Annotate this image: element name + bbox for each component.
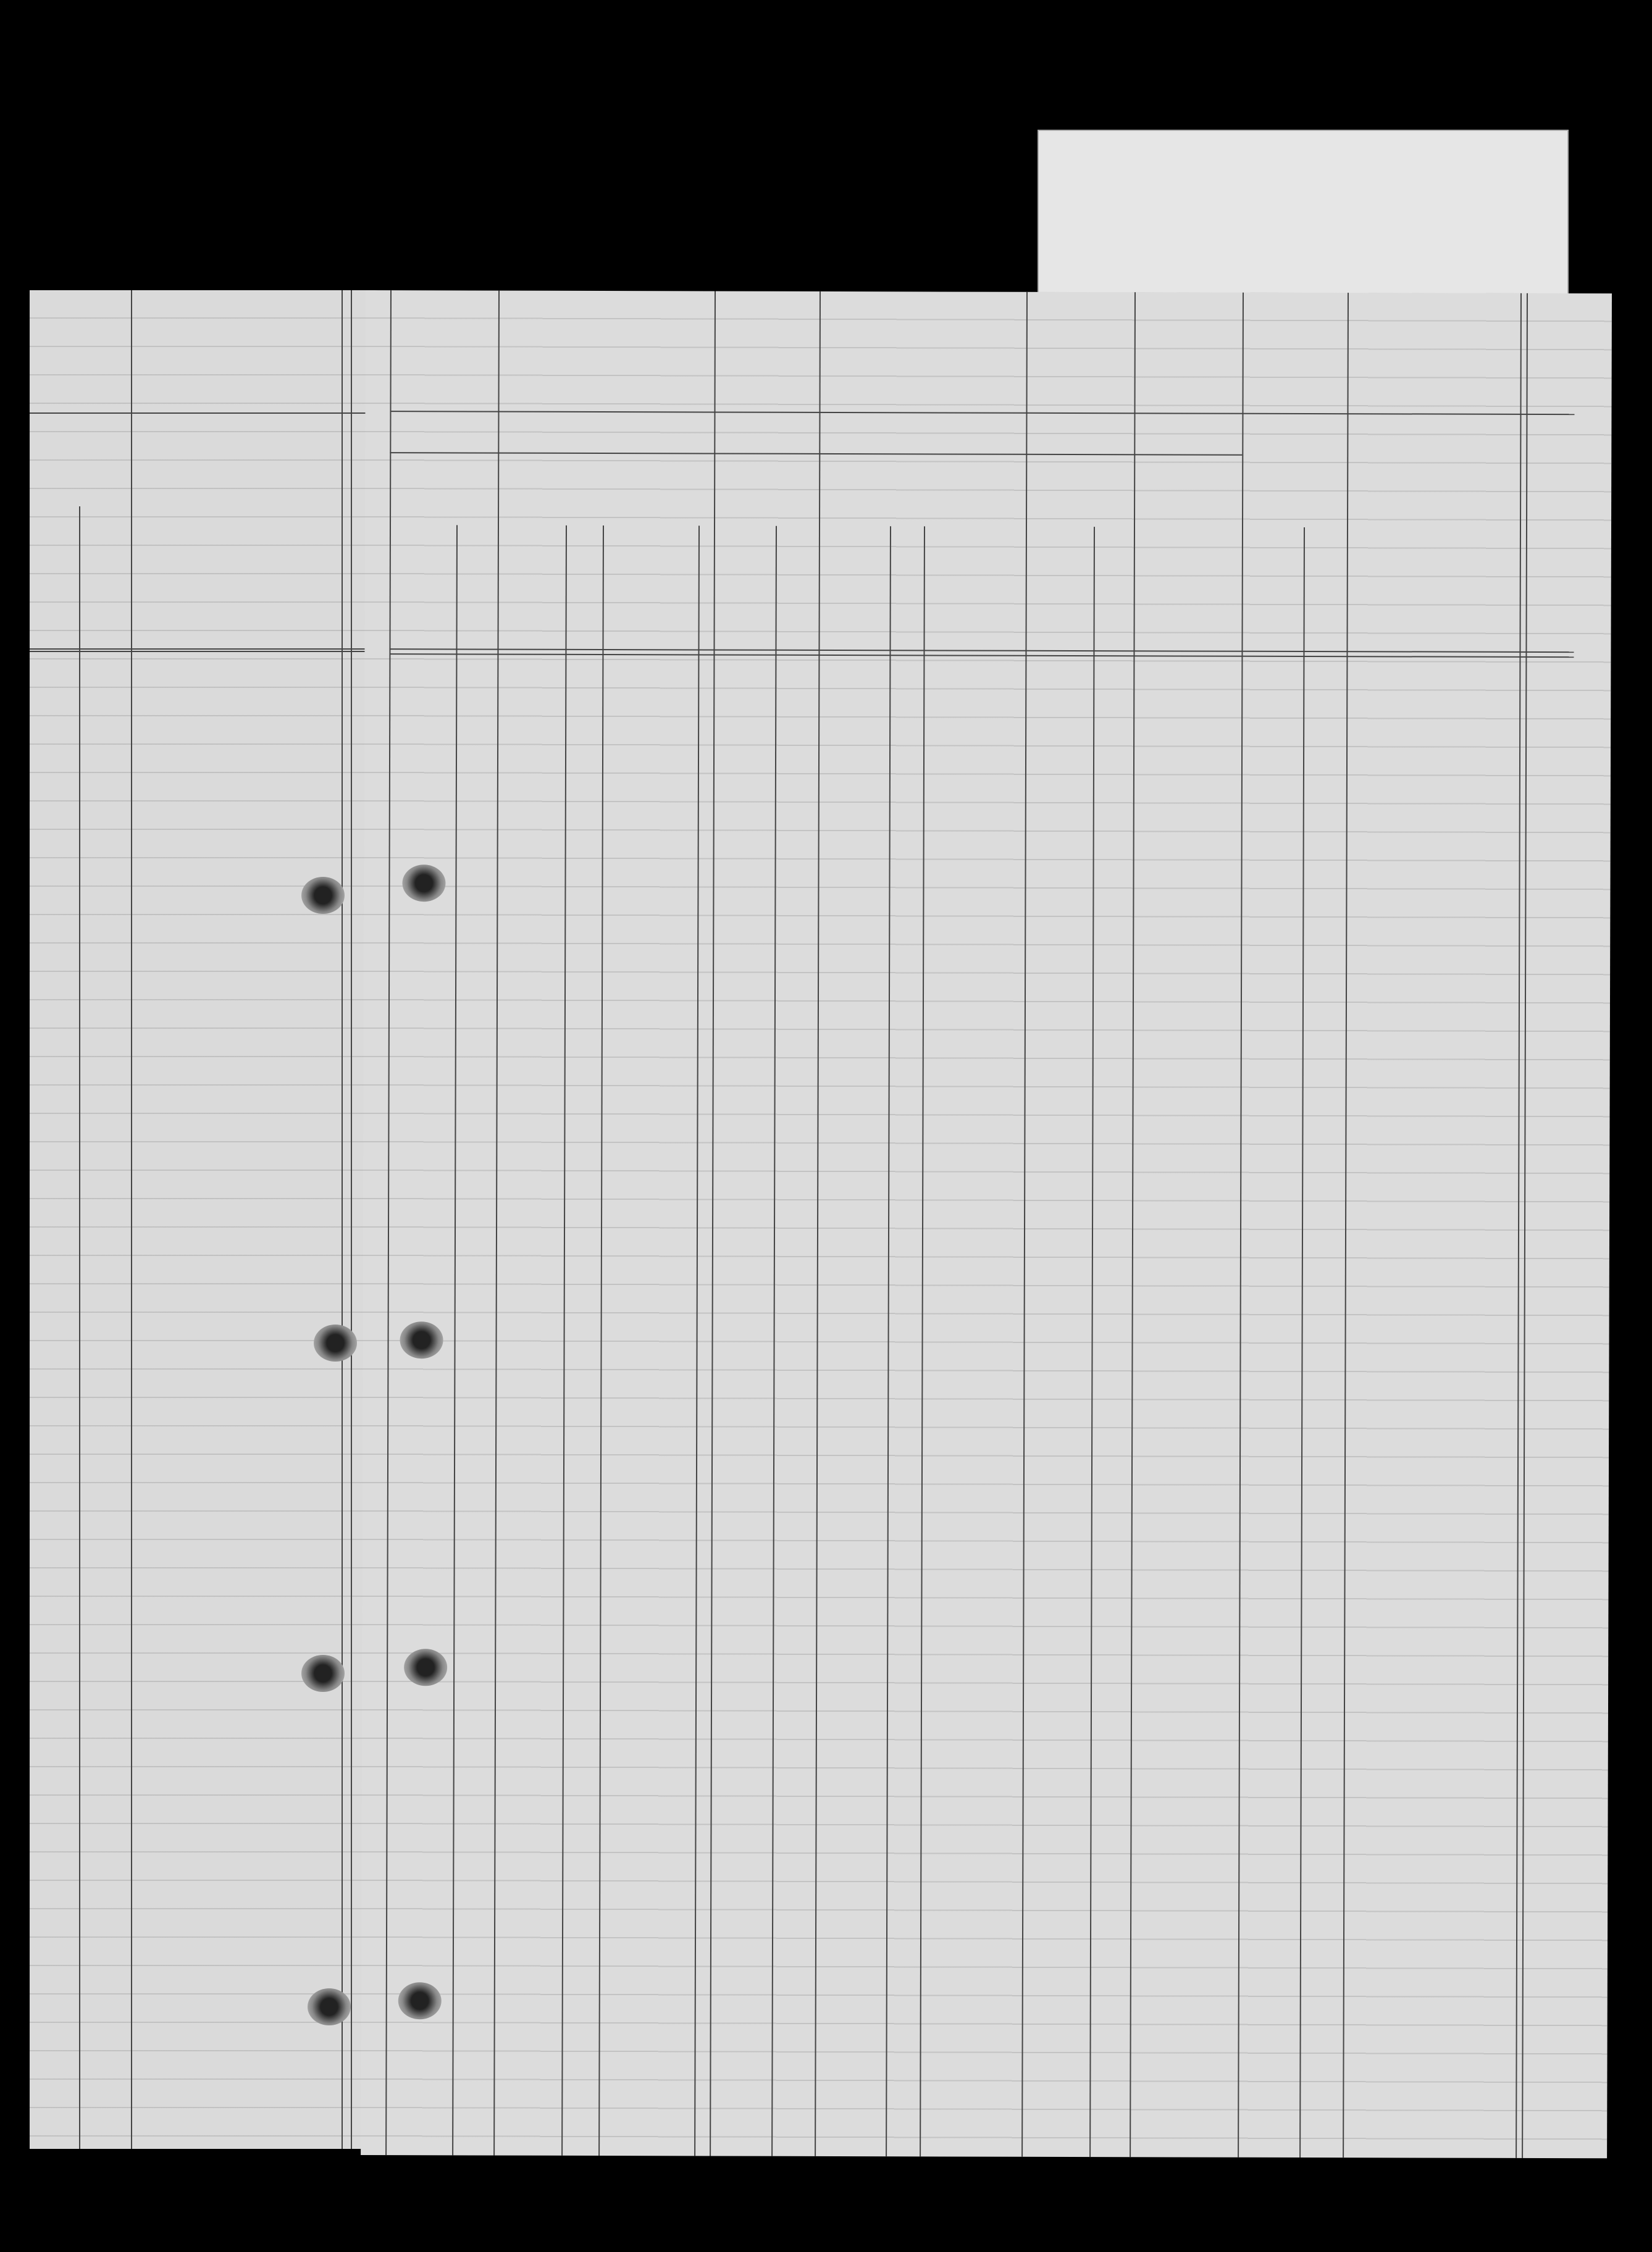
- punch-hole: [301, 877, 345, 914]
- punch-hole: [308, 1988, 351, 2025]
- guild-cert-15pct-header: [501, 510, 711, 511]
- punch-hole: [400, 1321, 443, 1358]
- blank-page-card: [1038, 130, 1569, 296]
- punch-hole: [404, 1649, 447, 1686]
- punch-hole: [398, 1982, 442, 2019]
- punch-hole: [301, 1655, 345, 1692]
- right-page: [361, 290, 1612, 2158]
- punch-hole: [314, 1325, 357, 1362]
- guild-tickets-header: [717, 470, 1023, 471]
- guild-cert-header: [393, 460, 708, 461]
- left-page: [30, 290, 377, 2149]
- money-collections-title: [390, 417, 1242, 419]
- punch-hole: [402, 864, 445, 902]
- notes-header: [1350, 512, 1517, 513]
